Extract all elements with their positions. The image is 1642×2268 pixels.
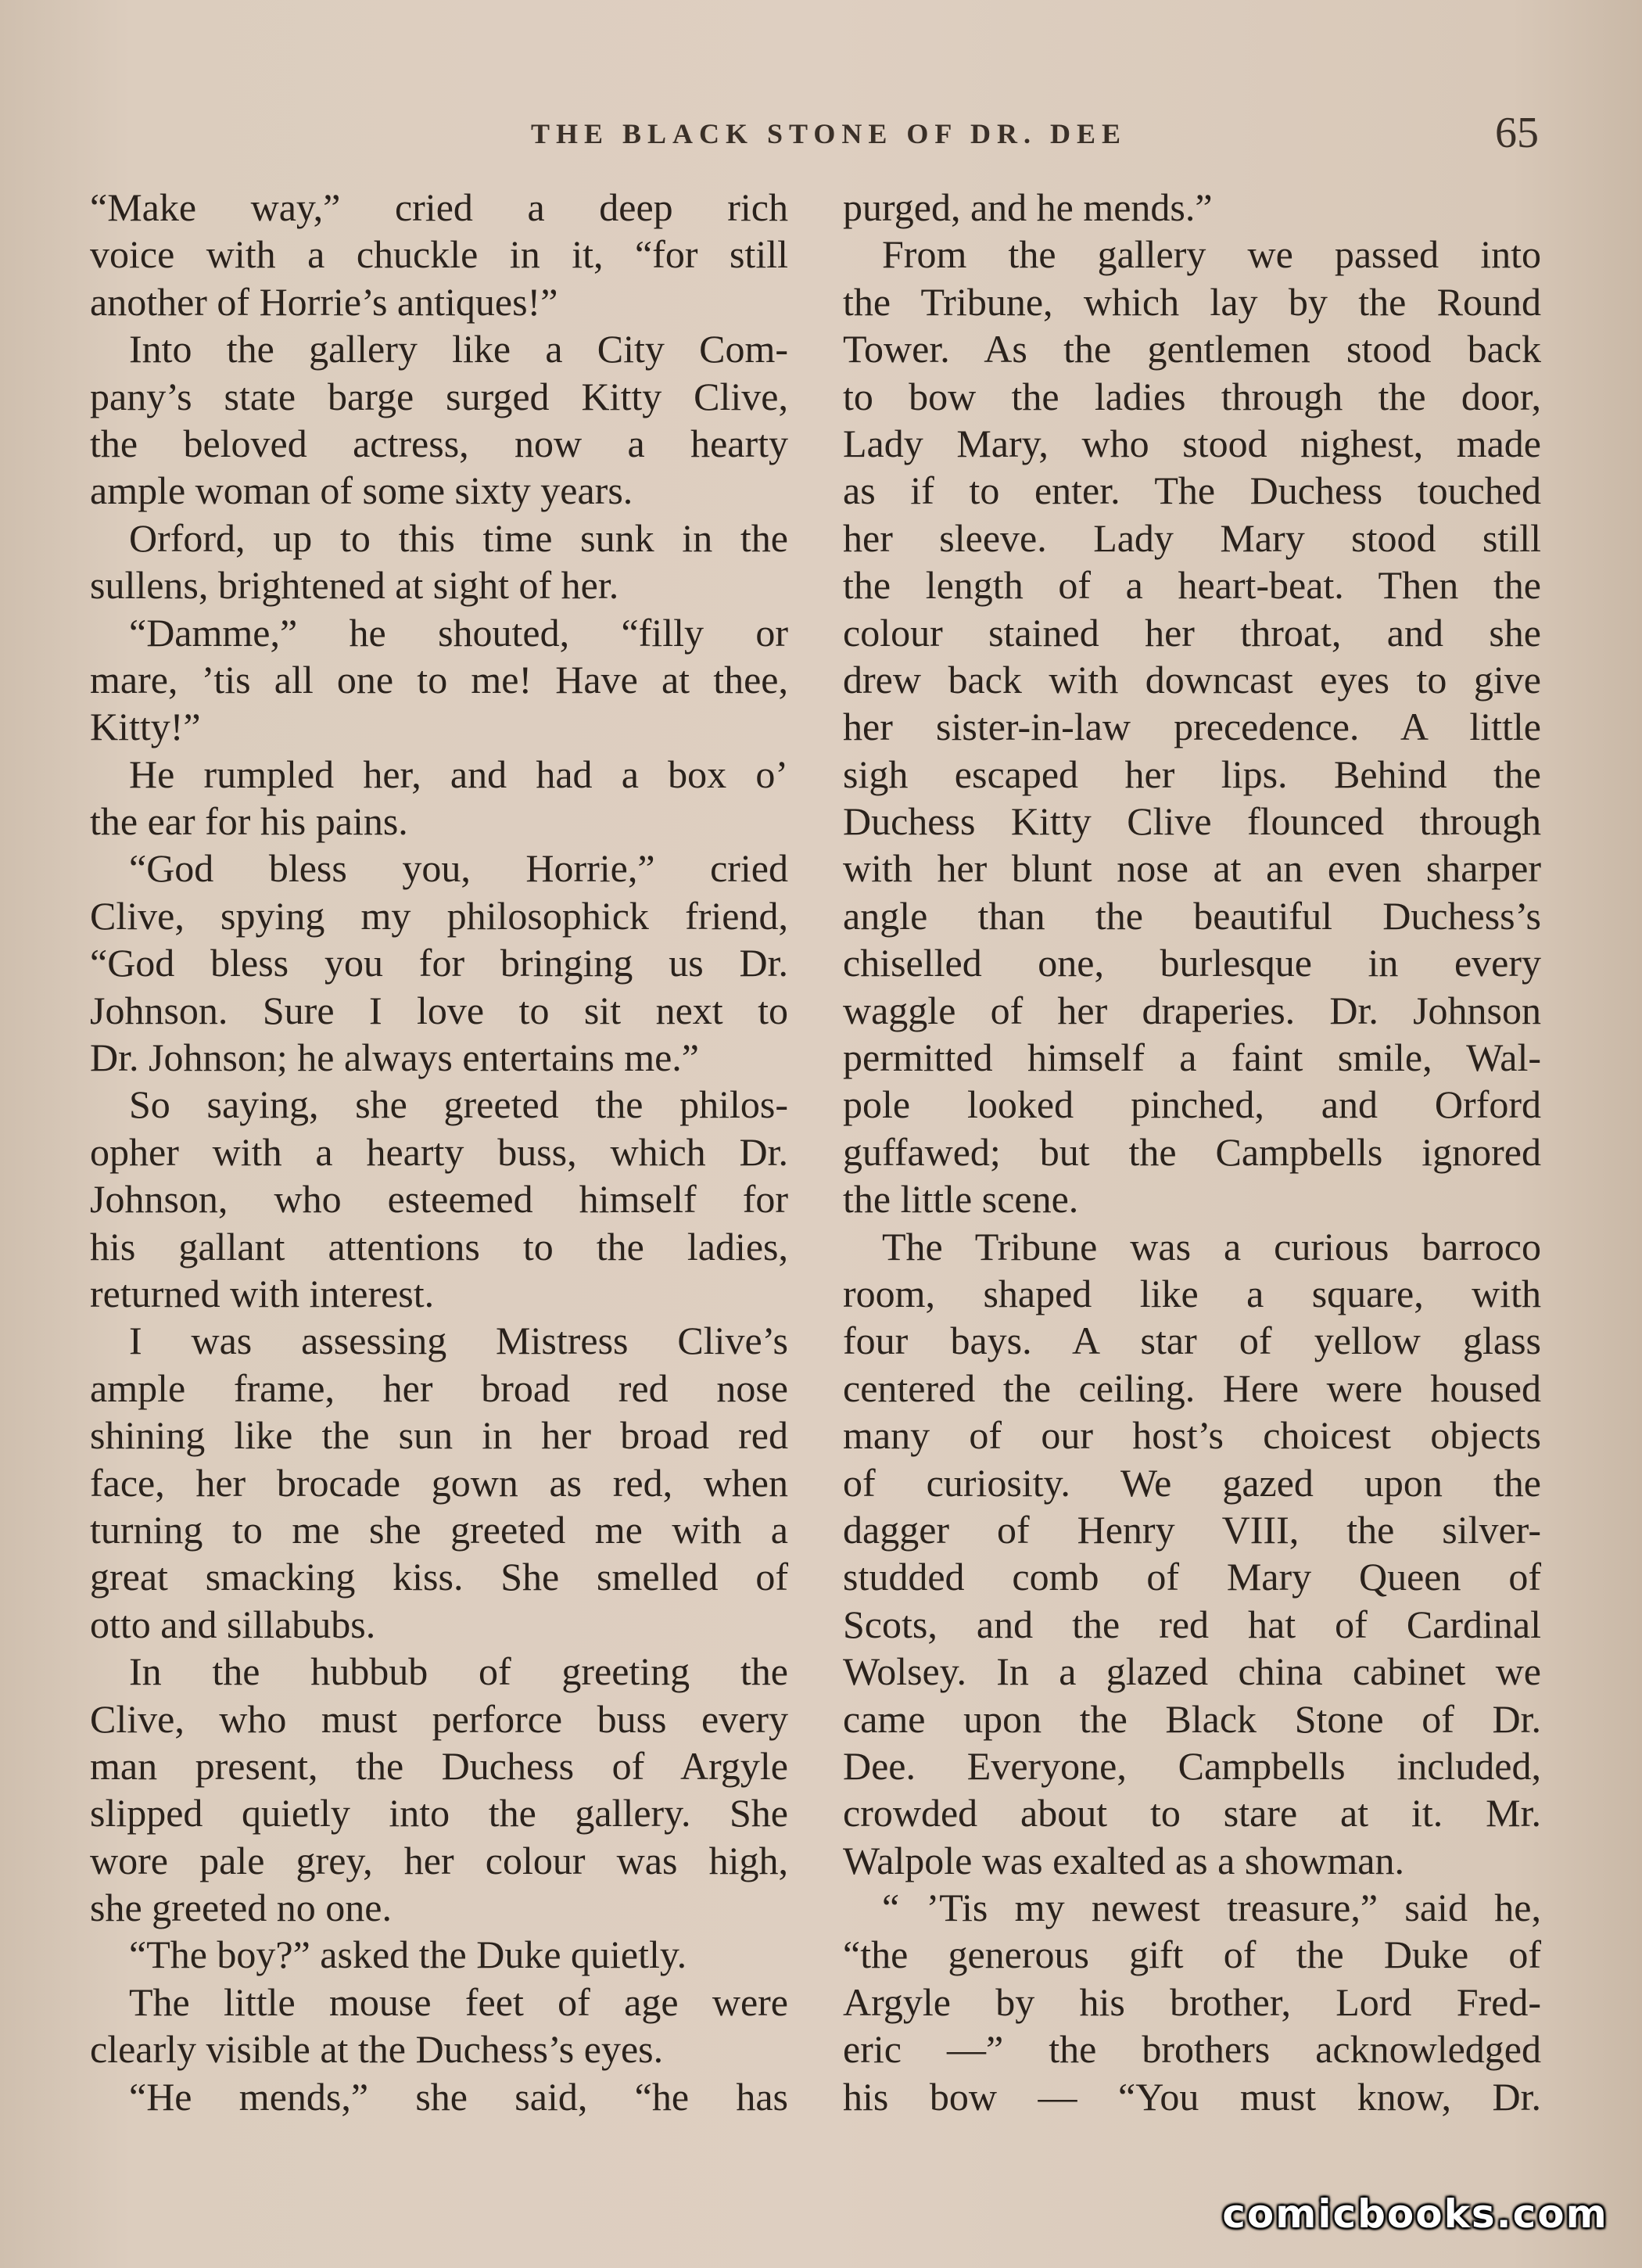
right-column-text-line: angle than the beautiful Duchess’s [843, 893, 1541, 938]
right-column-text-line: studded comb of Mary Queen of [843, 1555, 1541, 1599]
left-column-text-line: clearly visible at the Duchess’s eyes. [90, 2027, 664, 2072]
left-column-text-line: his gallant attentions to the ladies, [90, 1224, 788, 1269]
left-column-text-line: ample woman of some sixty years. [90, 468, 633, 513]
left-column-text-line: Johnson. Sure I love to sit next to [90, 988, 788, 1032]
right-column-text-line: Lady Mary, who stood nighest, made [843, 421, 1541, 465]
right-column-text-line: room, shaped like a square, with [843, 1271, 1541, 1315]
left-column-text-line: “Damme,” he shouted, “filly or [129, 610, 788, 655]
left-column-text-line: He rumpled her, and had a box o’ [129, 752, 788, 796]
left-column-text-line: the ear for his pains. [90, 799, 408, 844]
right-column-text-line: Argyle by his brother, Lord Fred- [843, 1979, 1541, 2024]
right-column-text-line: to bow the ladies through the door, [843, 374, 1541, 418]
right-column-text-line: her sleeve. Lady Mary stood still [843, 515, 1541, 560]
left-column-text-line: The little mouse feet of age were [129, 1979, 788, 2024]
right-column-text-line: drew back with downcast eyes to give [843, 657, 1541, 702]
left-column-text-line: So saying, she greeted the philos- [129, 1082, 788, 1127]
right-column-text-line: guffawed; but the Campbells ignored [843, 1129, 1541, 1174]
right-column-text-line: chiselled one, burlesque in every [843, 941, 1541, 985]
right-column-text-line: The Tribune was a curious barroco [882, 1224, 1541, 1269]
left-column-text-line: the beloved actress, now a hearty [90, 421, 788, 465]
left-column-text-line: turning to me she greeted me with a [90, 1507, 788, 1552]
left-column-text-line: Dr. Johnson; he always entertains me.” [90, 1035, 699, 1080]
left-column-text-line: she greeted no one. [90, 1886, 392, 1930]
left-column-text-line: slipped quietly into the gallery. She [90, 1791, 788, 1836]
left-column-text-line: returned with interest. [90, 1271, 435, 1315]
right-column-text-line: pole looked pinched, and Orford [843, 1082, 1541, 1127]
left-column-text-line: Johnson, who esteemed himself for [90, 1177, 788, 1222]
right-column-text-line: “ ’Tis my newest treasure,” said he, [882, 1886, 1541, 1930]
right-column-text-line: many of our host’s choicest objects [843, 1413, 1541, 1458]
left-column-text-line: Into the gallery like a City Com- [129, 327, 788, 371]
right-column-text-line: the length of a heart-beat. Then the [843, 563, 1541, 608]
left-column-text-line: “Make way,” cried a deep rich [90, 185, 788, 229]
right-column-text-line: Duchess Kitty Clive flounced through [843, 799, 1541, 844]
left-column-text-line: I was assessing Mistress Clive’s [129, 1319, 788, 1363]
right-column-text-line: Tower. As the gentlemen stood back [843, 327, 1541, 371]
left-column-text-line: shining like the sun in her broad red [90, 1413, 788, 1458]
right-column-text-line: Walpole was exalted as a showman. [843, 1838, 1404, 1882]
right-column-text-line: of curiosity. We gazed upon the [843, 1460, 1541, 1505]
right-column-text-line: her sister-in-law precedence. A little [843, 705, 1541, 749]
left-column-text-line: wore pale grey, her colour was high, [90, 1838, 788, 1882]
left-column-text-line: “The boy?” asked the Duke quietly. [129, 1932, 687, 1977]
right-text-column [843, 184, 1541, 2120]
right-column-text-line: four bays. A star of yellow glass [843, 1319, 1541, 1363]
left-column-text-line: great smacking kiss. She smelled of [90, 1555, 788, 1599]
left-column-text-line: mare, ’tis all one to me! Have at thee, [90, 657, 788, 702]
right-column-text-line: the little scene. [843, 1177, 1079, 1222]
left-column-text-line: otto and sillabubs. [90, 1602, 376, 1646]
right-column-text-line: crowded about to stare at it. Mr. [843, 1791, 1541, 1836]
left-column-text-line: Kitty!” [90, 705, 201, 749]
page-number: 65 [1495, 109, 1539, 157]
right-column-text-line: From the gallery we passed into [882, 232, 1541, 277]
right-column-text-line: came upon the Black Stone of Dr. [843, 1696, 1541, 1741]
right-column-text-line: purged, and he mends.” [843, 185, 1213, 229]
right-column-text-line: eric —” the brothers acknowledged [843, 2027, 1541, 2072]
right-column-text-line: Wolsey. In a glazed china cabinet we [843, 1649, 1541, 1694]
left-column-text-line: opher with a hearty buss, which Dr. [90, 1129, 788, 1174]
left-column-text-line: Clive, who must perforce buss every [90, 1696, 788, 1741]
right-column-text-line: as if to enter. The Duchess touched [843, 468, 1541, 513]
right-column-text-line: sigh escaped her lips. Behind the [843, 752, 1541, 796]
left-text-column [90, 184, 788, 2120]
left-column-text-line: pany’s state barge surged Kitty Clive, [90, 374, 788, 418]
left-column-text-line: sullens, brightened at sight of her. [90, 563, 619, 608]
left-column-text-line: “God bless you for bringing us Dr. [90, 941, 788, 985]
watermark-logo: comicbooks.com [1222, 2191, 1608, 2237]
left-column-text-line: man present, the Duchess of Argyle [90, 1743, 788, 1788]
right-column-text-line: Scots, and the red hat of Cardinal [843, 1602, 1541, 1646]
left-column-text-line: “He mends,” she said, “he has [129, 2074, 788, 2119]
left-column-text-line: face, her brocade gown as red, when [90, 1460, 788, 1505]
right-column-text-line: waggle of her draperies. Dr. Johnson [843, 988, 1541, 1032]
right-column-text-line: dagger of Henry VIII, the silver- [843, 1507, 1541, 1552]
right-column-text-line: permitted himself a faint smile, Wal- [843, 1035, 1541, 1080]
right-column-text-line: with her blunt nose at an even sharper [843, 846, 1541, 891]
left-column-text-line: Clive, spying my philosophick friend, [90, 893, 788, 938]
right-column-text-line: Dee. Everyone, Campbells included, [843, 1743, 1541, 1788]
left-column-text-line: another of Horrie’s antiques!” [90, 279, 558, 324]
left-column-text-line: “God bless you, Horrie,” cried [129, 846, 788, 891]
right-column-text-line: “the generous gift of the Duke of [843, 1932, 1541, 1977]
right-column-text-line: the Tribune, which lay by the Round [843, 279, 1541, 324]
left-column-text-line: voice with a chuckle in it, “for still [90, 232, 788, 277]
left-column-text-line: In the hubbub of greeting the [129, 1649, 788, 1694]
right-column-text-line: his bow — “You must know, Dr. [843, 2074, 1541, 2119]
right-column-text-line: centered the ceiling. Here were housed [843, 1365, 1541, 1410]
left-column-text-line: ample frame, her broad red nose [90, 1365, 788, 1410]
running-head-title: THE BLACK STONE OF DR. DEE [530, 118, 1128, 149]
left-column-text-line: Orford, up to this time sunk in the [129, 515, 788, 560]
right-column-text-line: colour stained her throat, and she [843, 610, 1541, 655]
